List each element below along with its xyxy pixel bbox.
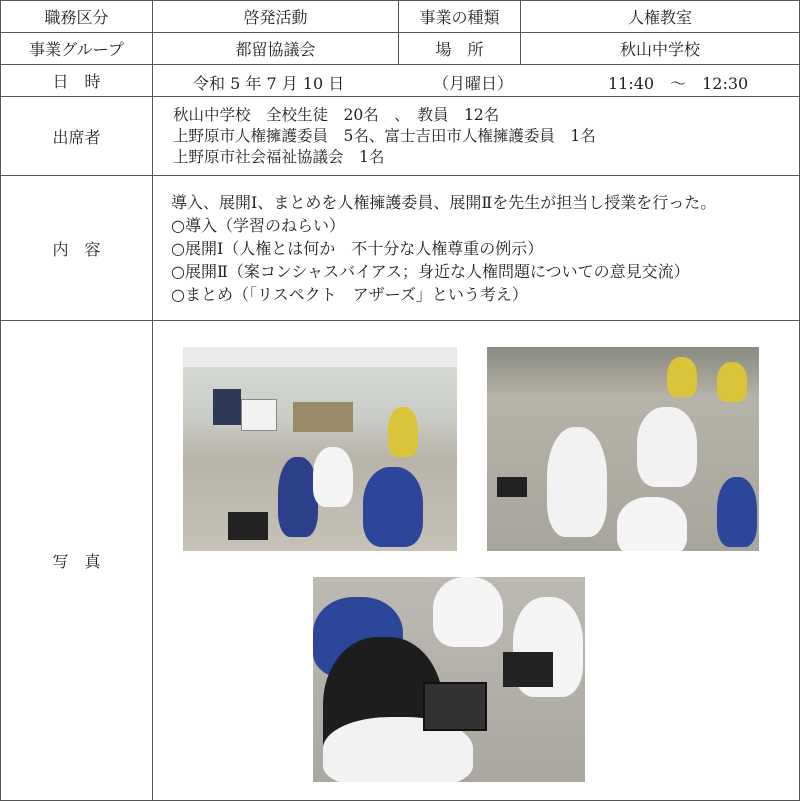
content-list [152,175,800,321]
label-business-type: 事業の種類 [398,0,521,33]
photo-classroom-overview [183,347,457,551]
content-line: ○導入（学習のねらい） [171,215,345,235]
time: 11:40 ～ 12:30 [608,74,749,93]
photo-students-laptops [313,577,585,782]
label-group: 事業グループ [0,32,153,65]
label-photos: 写 真 [0,320,153,801]
datetime-row [152,64,800,97]
value-place: 秋山中学校 [520,32,800,65]
label-datetime: 日 時 [0,64,153,97]
label-attendees: 出席者 [0,96,153,176]
label-category: 職務区分 [0,0,153,33]
label-place: 場 所 [398,32,521,65]
content-line: ○展開Ⅱ（案コンシャスバイアス；身近な人権問題についての意見交流） [171,261,690,281]
value-group: 都留協議会 [152,32,399,65]
date: 令和 5 年 7 月 10 日 [193,74,345,93]
photo-students-group-work [487,347,759,551]
content-line: ○まとめ（「リスペクト アザーズ」という考え） [171,284,528,304]
attendee-line: 秋山中学校 全校生徒 20名 、 教員 12名 [173,105,500,124]
content-line: 導入、展開Ⅰ、まとめを人権擁護委員、展開Ⅱを先生が担当し授業を行った。 [171,192,717,212]
attendees-list [152,96,800,176]
attendee-line: 上野原市人権擁護委員 5名、富士吉田市人権擁護委員 1名 [173,126,596,145]
label-content: 内 容 [0,175,153,321]
value-category: 啓発活動 [152,0,399,33]
attendee-line: 上野原市社会福祉協議会 1名 [173,147,385,166]
weekday: （月曜日） [433,74,514,93]
value-business-type: 人権教室 [520,0,800,33]
content-line: ○展開Ⅰ（人権とは何か 不十分な人権尊重の例示） [171,238,544,258]
